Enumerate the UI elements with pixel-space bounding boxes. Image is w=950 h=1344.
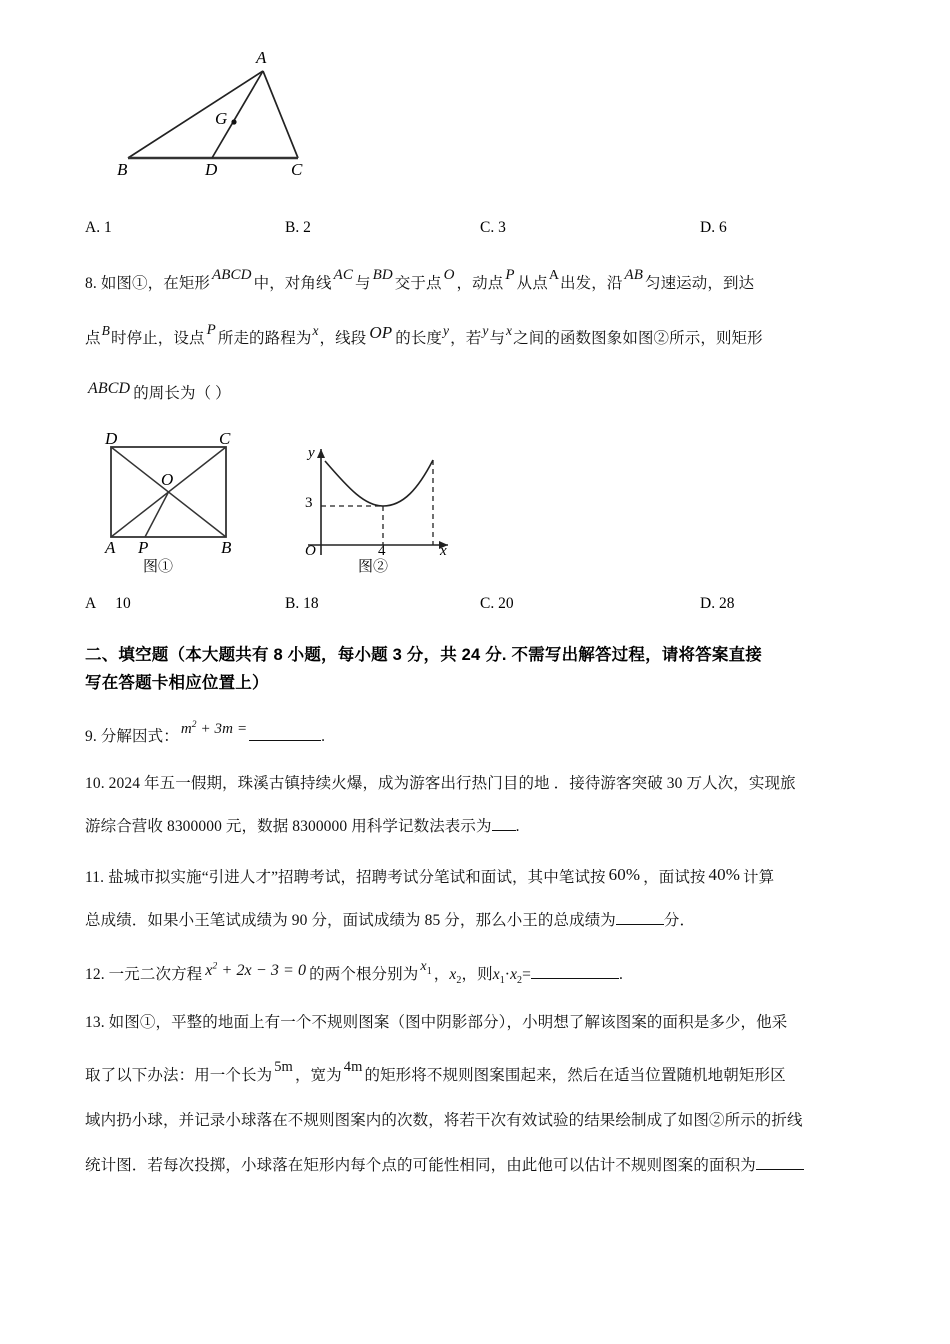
q12-root1-sub: 1	[426, 965, 432, 977]
fig2-axis-y-label: y	[308, 444, 315, 461]
q8-m-abcd: ABCD	[212, 267, 252, 283]
q11-m-40: 40%	[708, 864, 740, 884]
q8-l1-c: 与	[354, 275, 371, 292]
q8-m-p: P	[505, 267, 515, 283]
q9-text: 分解因式：	[100, 727, 179, 745]
fig1-label-P: P	[138, 537, 149, 557]
option-b[interactable]	[285, 219, 311, 237]
option-c-key: C.	[480, 219, 495, 236]
q12-text-a: 一元二次方程	[108, 965, 203, 983]
option-b-value: 18	[303, 594, 319, 612]
question12-number: 12.	[85, 965, 105, 983]
option-c-value: 3	[498, 219, 506, 236]
q8-l1-a: 如图①，在矩形	[100, 275, 211, 292]
q13-answer-blank[interactable]	[756, 1156, 804, 1170]
q8-l1-d: 交于点	[394, 275, 442, 292]
fig2-caption: 图②	[358, 557, 389, 575]
q12-equation	[202, 960, 309, 982]
q12-prod1-var: x	[492, 965, 500, 983]
option-c[interactable]	[480, 219, 506, 237]
fig1-label-O: O	[161, 469, 174, 489]
option-c-value: 20	[498, 594, 514, 612]
question11-number: 11.	[85, 868, 105, 886]
q12-root1	[418, 958, 433, 978]
q8-l1-g: 出发，沿	[560, 275, 623, 292]
q13-l3: 域内扔小球，并记录小球落在不规则图案内的次数，将若干次有效试验的结果绘制成了如图②所示的折线	[85, 1112, 803, 1130]
q9-exponent: 2	[191, 719, 197, 730]
q12-root2-sub: 2	[456, 974, 462, 986]
q10-l2-a: 游综合营收 8300000 元，数据 8300000 用科学记数法表示为	[85, 817, 492, 835]
q8-m-abcd2: ABCD	[88, 379, 131, 397]
q8-l2-h: 之间的函数图象如图②所示，则矩形	[513, 329, 763, 347]
fig2-origin-label: O	[305, 542, 316, 559]
fig2-xtick-4: 4	[378, 542, 386, 559]
fig1-label-D: D	[105, 428, 118, 448]
q8-m-a: A	[548, 268, 560, 283]
q8-l1-h: 匀速运动，到达	[644, 275, 755, 292]
question8-line2	[85, 320, 875, 350]
q8-m-o: O	[443, 267, 455, 283]
option-b[interactable]	[285, 595, 319, 613]
option-a-value: 10	[115, 594, 131, 612]
q12-text-d: ，则	[461, 965, 493, 983]
q12-dot: ·	[504, 965, 511, 983]
q12-prod2-sub: 2	[517, 974, 523, 986]
q12-prod2	[510, 965, 523, 986]
q12-root2-var: x	[449, 965, 457, 983]
q8-l2-d: ，线段	[319, 329, 367, 347]
option-c-key: C.	[480, 594, 495, 612]
option-d[interactable]	[700, 219, 727, 237]
q8-l1-e: ，动点	[456, 275, 504, 292]
q12-text-b: 的两个根分别为	[309, 965, 419, 983]
q12-prod1-sub: 1	[499, 974, 505, 986]
question9	[85, 719, 875, 748]
q8-l2-e: 的长度	[395, 329, 443, 347]
q11-l1-a: 盐城市拟实施“引进人才”招聘考试，招聘考试分笔试和面试，其中笔试按	[108, 868, 606, 886]
q9-math	[179, 719, 249, 739]
option-a-key: A	[85, 594, 96, 612]
q8-m-ac: AC	[333, 267, 353, 283]
q10-l1: 2024 年五一假期，珠溪古镇持续火爆，成为游客出行热门目的地 ．接待游客突破 30 万人次，实现旅	[108, 774, 796, 792]
option-d-key: D.	[700, 594, 716, 612]
question10-line1	[85, 774, 875, 795]
option-a[interactable]	[85, 219, 112, 237]
q8-l1-f: 从点	[516, 275, 548, 292]
fig1-caption: 图①	[143, 557, 174, 575]
question12	[85, 958, 875, 988]
q10-l2-b: .	[515, 817, 520, 835]
question11-line2	[85, 911, 875, 932]
page-content	[85, 36, 875, 1177]
question13-line2	[85, 1058, 875, 1087]
question10-number: 10.	[85, 774, 105, 792]
question8-line1	[85, 265, 875, 295]
q11-l1-b: ，面试按	[643, 868, 706, 886]
q9-period: .	[321, 727, 326, 745]
q11-l1-c: 计算	[743, 868, 775, 886]
q8-l2-a: 点	[85, 329, 101, 347]
q10-answer-blank[interactable]	[492, 817, 516, 831]
q12-prod1	[492, 965, 505, 986]
q13-l2-c: 的矩形将不规则图案围起来，然后在适当位置随机地朝矩形区	[364, 1067, 786, 1085]
q8-m-bd: BD	[372, 267, 393, 283]
option-a-value: 1	[103, 219, 112, 236]
q13-m-5m: 5m	[274, 1059, 293, 1076]
q8-l2-g: 与	[489, 329, 506, 347]
question13-line4	[85, 1156, 875, 1177]
q11-l2-b: 分．	[663, 911, 696, 929]
q8-m-op: OP	[369, 322, 393, 342]
q8-m-b: B	[101, 322, 110, 338]
q12-prod2-var: x	[510, 965, 518, 983]
q8-m-p2: P	[206, 321, 216, 338]
q12-answer-blank[interactable]	[531, 965, 619, 979]
triangle-label-C: C	[291, 160, 303, 179]
q11-l2-a: 总成绩．如果小王笔试成绩为 90 分，面试成绩为 85 分，那么小王的总成绩为	[85, 911, 616, 929]
question10-line2	[85, 817, 875, 838]
q13-l4-a: 统计图．若每次投掷，小球落在矩形内每个点的可能性相同，由此他可以估计不规则图案的面积为	[85, 1157, 756, 1175]
triangle-label-B: B	[117, 160, 128, 179]
q13-l2-a: 取了以下办法：用一个长为	[85, 1067, 273, 1085]
q11-answer-blank[interactable]	[616, 911, 664, 925]
q13-l1: 如图①，平整的地面上有一个不规则图案（图中阴影部分），小明想了解该图案的面积是多少，他采	[108, 1014, 788, 1032]
q12-root1-var: x	[420, 958, 427, 974]
q13-m-4m: 4m	[343, 1059, 363, 1076]
q12-eq-var: x	[205, 961, 213, 979]
section2-heading	[85, 641, 875, 697]
q8-m-y2: y	[482, 322, 489, 338]
q9-math-rest: + 3m =	[200, 720, 248, 737]
q8-m-x2: x	[506, 322, 513, 338]
question11-line1	[85, 864, 875, 889]
q13-l2-b: ，宽为	[294, 1067, 342, 1085]
question8-figures	[93, 427, 493, 577]
q12-root2	[449, 965, 462, 986]
q12-exponent: 2	[212, 961, 218, 972]
question13-number: 13.	[85, 1014, 105, 1032]
q8-m-x: x	[312, 322, 319, 338]
section2-heading-line2: 写在答题卡相应位置上）	[85, 673, 269, 692]
triangle-label-A: A	[256, 48, 267, 67]
q8-l1-b: 中，对角线	[253, 275, 332, 292]
q8-l2-f: ，若	[450, 329, 482, 347]
option-d-value: 28	[718, 594, 735, 612]
option-c[interactable]	[480, 595, 514, 613]
section2-heading-line1: 二、填空题（本大题共有 8 小题，每小题 3 分，共 24 分. 不需写出解答过程，请将答案直接	[85, 645, 762, 664]
option-d-key: D.	[700, 219, 716, 236]
triangle-label-D: D	[205, 160, 218, 179]
question13-line3	[85, 1111, 875, 1132]
q8-m-ab: AB	[624, 267, 643, 283]
question8-line3	[85, 378, 875, 405]
q12-text-c: ，	[433, 965, 450, 983]
question7-options	[85, 219, 875, 243]
q8-l2-b: 时停止，设点	[110, 329, 205, 347]
fig1-label-C: C	[219, 428, 231, 448]
q12-eq-rest: + 2x − 3 = 0	[221, 961, 307, 979]
option-d[interactable]	[700, 595, 734, 613]
question9-number: 9.	[85, 727, 97, 745]
q8-m-y: y	[443, 322, 450, 338]
option-b-value: 2	[303, 219, 311, 236]
question8-number: 8.	[85, 275, 97, 292]
q11-m-60: 60%	[608, 864, 641, 884]
option-a[interactable]	[85, 595, 131, 613]
question8-options	[85, 595, 875, 619]
q9-math-var: m	[180, 720, 192, 737]
q8-l3-a: 的周长为（ ）	[133, 384, 231, 402]
triangle-label-G: G	[215, 109, 228, 128]
fig1-label-A: A	[105, 537, 116, 557]
q8-l2-c: 所走的路程为	[217, 329, 312, 347]
fig2-axis-x-label: x	[440, 542, 447, 559]
option-a-key: A.	[85, 219, 101, 236]
question13-line1	[85, 1013, 875, 1034]
q12-equals: =	[522, 965, 531, 983]
option-b-key: B.	[285, 219, 300, 236]
q9-answer-blank[interactable]	[249, 727, 321, 741]
question7-triangle-figure	[95, 36, 425, 211]
option-b-key: B.	[285, 594, 300, 612]
option-d-value: 6	[718, 219, 727, 236]
fig2-ytick-3: 3	[305, 494, 313, 511]
q12-period: .	[619, 965, 623, 983]
fig1-label-B: B	[221, 537, 232, 557]
